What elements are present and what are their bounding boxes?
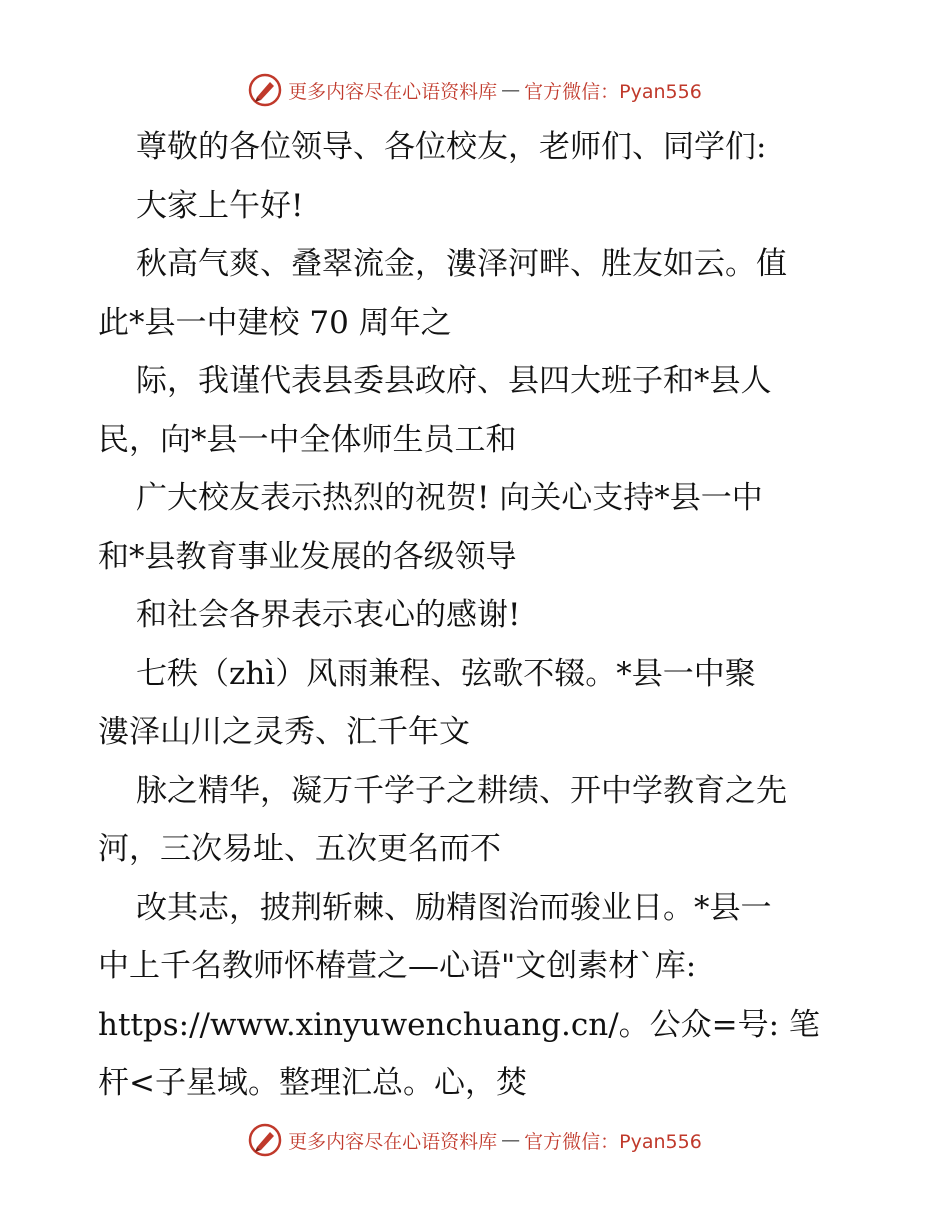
body-line: 杆<子星域。整理汇总。心，焚 (98, 1065, 527, 1101)
logo-icon (248, 1123, 282, 1157)
logo-icon (248, 73, 282, 107)
header-banner (0, 70, 950, 110)
body-line: 此*县一中建校 70 周年之 (98, 304, 452, 341)
header-separator: — (501, 79, 521, 101)
body-line: 中上千名教师怀椿萱之—心语"文创素材`库: (98, 948, 697, 984)
body-line: 民，向*县一中全体师生员工和 (98, 421, 517, 458)
body-line: https://www.xinyuwenchuang.cn/。公众=号: 笔 (98, 1006, 820, 1043)
body-line: 大家上午好! (136, 187, 304, 224)
header-title: 更多内容尽在心语资料库 (288, 80, 498, 103)
body-line: 和*县教育事业发展的各级领导 (98, 538, 517, 575)
body-line: 广大校友表示热烈的祝贺! 向关心支持*县一中 (136, 480, 763, 516)
header-account: 官方微信：Pyan556 (524, 80, 702, 103)
body-line: 秋高气爽、叠翠流金，漊泽河畔、胜友如云。值 (136, 246, 787, 282)
body-line: 七秩（zhì）风雨兼程、弦歌不辍。*县一中聚 (136, 655, 756, 692)
footer-banner (0, 1120, 950, 1160)
body-line: 和社会各界表示衷心的感谢! (136, 597, 521, 633)
footer-account: 官方微信：Pyan556 (524, 1130, 702, 1153)
body-line: 河，三次易址、五次更名而不 (98, 831, 501, 867)
body-line: 漊泽山川之灵秀、汇千年文 (98, 714, 470, 750)
body-line: 脉之精华，凝万千学子之耕绩、开中学教育之先 (136, 772, 787, 809)
body-line: 尊敬的各位领导、各位校友，老师们、同学们: (136, 129, 767, 165)
document-body (98, 118, 858, 1113)
body-line: 改其志，披荆斩棘、励精图治而骏业日。*县一 (136, 889, 772, 926)
footer-title: 更多内容尽在心语资料库 (288, 1130, 498, 1153)
body-line: 际，我谨代表县委县政府、县四大班子和*县人 (136, 363, 772, 399)
footer-separator: — (501, 1129, 521, 1151)
